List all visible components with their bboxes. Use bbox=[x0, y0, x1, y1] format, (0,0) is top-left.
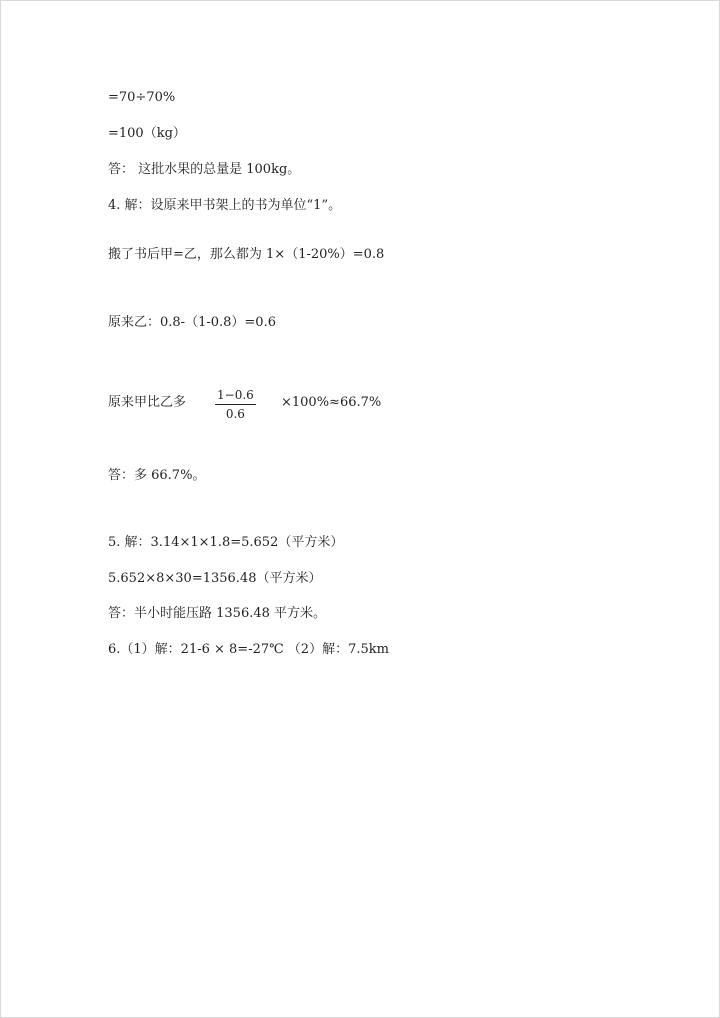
line-calc-step-1: =70÷70% bbox=[108, 90, 176, 105]
problem-5-step-2: 5.652×8×30=1356.48（平方米） bbox=[108, 571, 322, 586]
problem-4-heading: 4. 解：设原来甲书架上的书为单位“1”。 bbox=[108, 198, 342, 213]
answer-line-5: 答：半小时能压路 1356.48 平方米。 bbox=[108, 606, 327, 621]
fraction bbox=[215, 388, 256, 421]
problem-6-line: 6.（1）解：21-6 × 8=-27℃ （2）解：7.5km bbox=[108, 642, 389, 657]
answer-line-4: 答：多 66.7%。 bbox=[108, 468, 206, 483]
problem-4-step-1: 搬了书后甲=乙，那么都为 1×（1-20%）=0.8 bbox=[108, 247, 385, 262]
problem-4-step-3-result: ×100%≈66.7% bbox=[281, 395, 382, 410]
problem-5-step-1: 5. 解：3.14×1×1.8=5.652（平方米） bbox=[108, 535, 344, 550]
answer-line-3: 答： 这批水果的总量是 100kg。 bbox=[108, 162, 301, 177]
problem-4-step-3-label: 原来甲比乙多 bbox=[108, 395, 187, 410]
fraction-denominator: 0.6 bbox=[225, 407, 245, 421]
problem-4-step-2: 原来乙：0.8-（1-0.8）=0.6 bbox=[108, 315, 276, 330]
fraction-bar bbox=[215, 404, 256, 405]
line-calc-step-2: =100（kg） bbox=[108, 126, 186, 141]
fraction-numerator: 1−0.6 bbox=[217, 388, 254, 402]
